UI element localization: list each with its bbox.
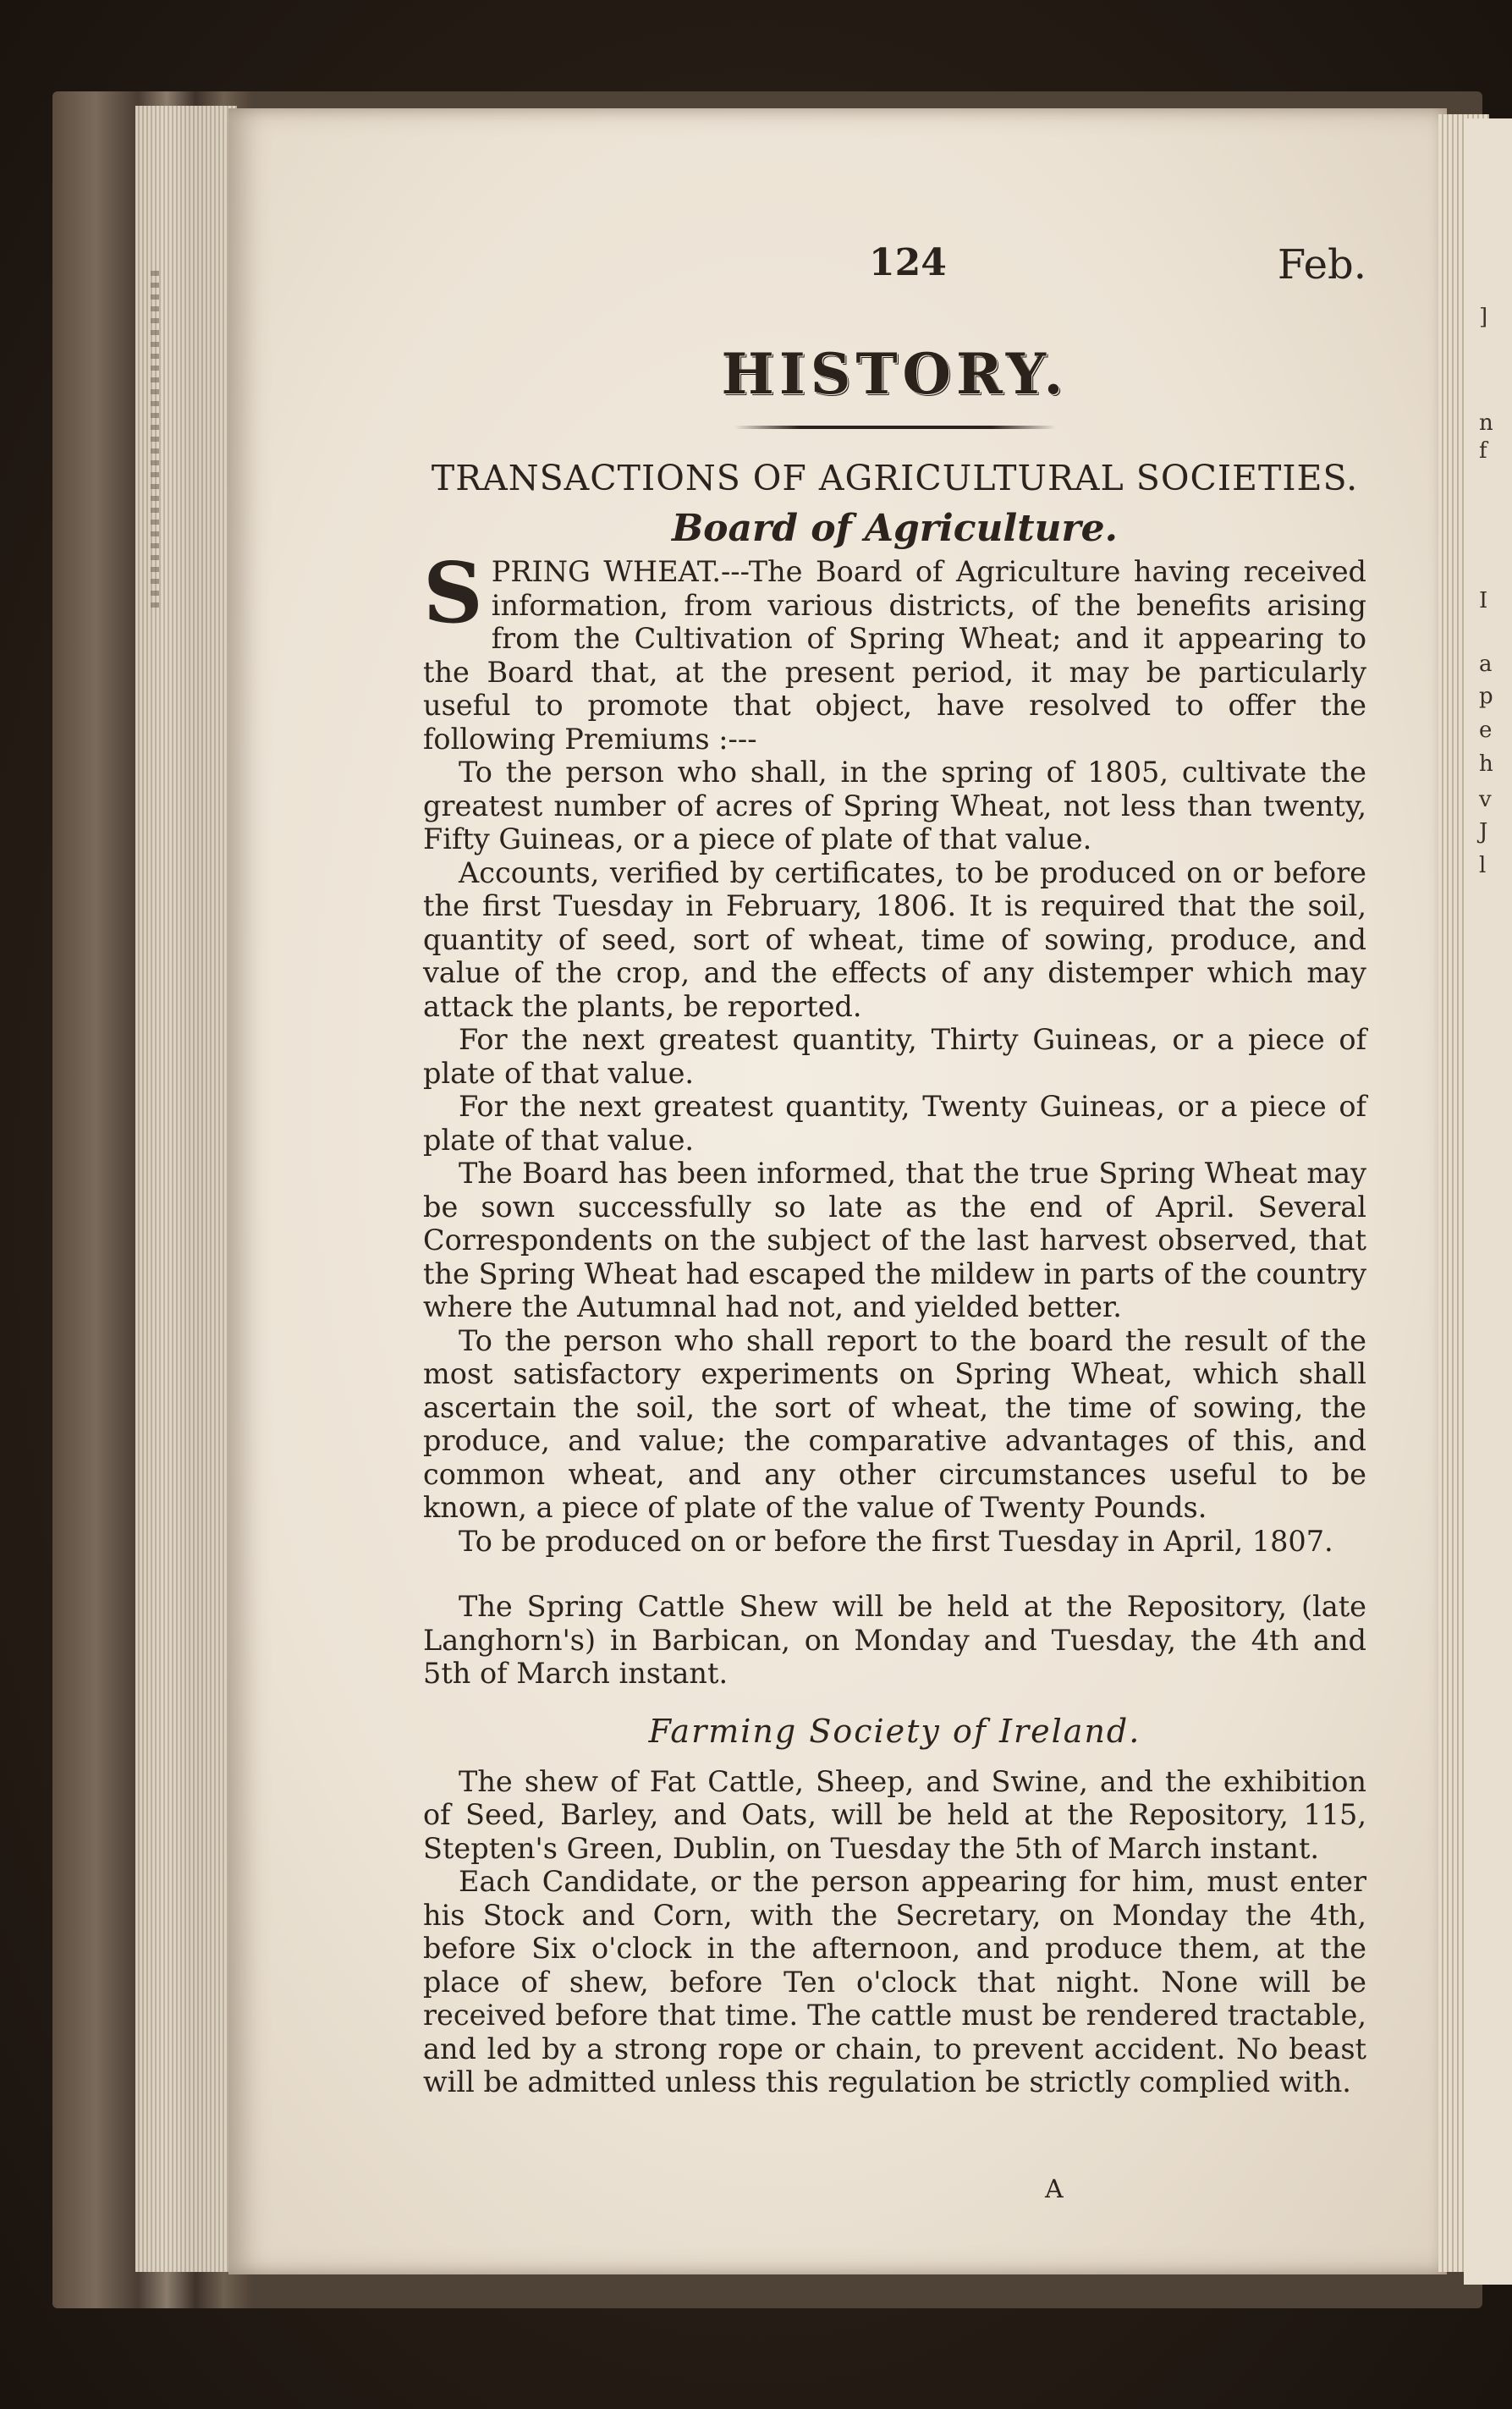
section-title: HISTORY. xyxy=(721,341,1069,407)
next-page-edge xyxy=(1464,118,1512,2285)
paragraph: Accounts, verified by certificates, to be produced on or before the first Tuesday in February, 1806. It is required that the soil, quantity of seed, sort of wheat, time of sowing, produce, and value of the crop, and the effects of any distemper which may attack the plants, be reported. xyxy=(423,855,1366,1023)
spacer xyxy=(423,1558,1366,1590)
next-page-fragment: I xyxy=(1479,588,1488,613)
next-page-fragment: l xyxy=(1479,853,1487,878)
paragraph: To the person who shall report to the board the result of the most satisfactory experiments on Spring Wheat, which shall ascertain the soil, the sort of wheat, the time of sowing, the produce, and value; the comparative advantages of this, and common wheat, and any other circumstances useful to be known, a piece of plate of the value of Twenty Pounds. xyxy=(423,1323,1366,1524)
next-page-fragment: f xyxy=(1479,438,1487,464)
paragraph: For the next greatest quantity, Twenty Guineas, or a piece of plate of that value. xyxy=(423,1090,1366,1157)
next-page-fragment: v xyxy=(1479,787,1492,812)
paragraph: To the person who shall, in the spring of 1805, cultivate the greatest number of acres of Spring Wheat, not less than twenty, Fifty Guineas, or a piece of plate of that value. xyxy=(423,756,1366,855)
paragraph: The Spring Cattle Shew will be held at the Repository, (late Langhorn's) in Barbican, on Monday and Tuesday, the 4th and 5th of March instant. xyxy=(423,1590,1366,1690)
page-number: 124 xyxy=(869,241,947,284)
paragraph-text: PRING WHEAT.---The Board of Agriculture having received information, from various districts, of the benefits arising from the Cultivation of Spring Wheat; and it appearing to the Board that, at the present period, it may be particularly useful to promote that object, have resolved to offer the following Premiums :--- xyxy=(423,555,1366,756)
page-content xyxy=(423,241,1366,2099)
paragraph: The shew of Fat Cattle, Sheep, and Swine, and the exhibition of Seed, Barley, and Oats, will be held at the Repository, 115, Stepten's Green, Dublin, on Tuesday the 5th of March instant. xyxy=(423,1764,1366,1865)
subtitle: TRANSACTIONS OF AGRICULTURAL SOCIETIES. xyxy=(431,458,1359,498)
society-heading-board: Board of Agriculture. xyxy=(671,507,1118,550)
next-page-fragment: a xyxy=(1479,652,1493,677)
running-head xyxy=(423,241,1366,292)
title-rule xyxy=(734,426,1056,429)
next-page-fragment: n xyxy=(1479,410,1493,436)
drop-cap: S xyxy=(423,545,483,642)
paragraph: For the next greatest quantity, Thirty Guineas, or a piece of plate of that value. xyxy=(423,1023,1366,1090)
paragraph xyxy=(423,545,1366,756)
society-heading-ireland: Farming Society of Ireland. xyxy=(648,1712,1141,1750)
spine-marks xyxy=(151,271,159,609)
paragraph: Each Candidate, or the person appearing for him, must enter his Stock and Corn, with the Secretary, on Monday the 4th, before Six o'clock in the afternoon, and produce them, at the place of shew, before Ten o'clock that night. None will be received before that time. The cattle must be rendered tractable, and led by a strong rope or chain, to prevent accident. No beast will be admitted unless this regulation be strictly complied with. xyxy=(423,1865,1366,2098)
next-page-fragment: h xyxy=(1479,751,1493,777)
next-page-fragment: ] xyxy=(1479,305,1488,330)
next-page-fragment: J xyxy=(1479,819,1488,844)
next-page-fragment: e xyxy=(1479,718,1493,743)
paragraph: The Board has been informed, that the true Spring Wheat may be sown successfully so late as the end of April. Several Correspondents on the subject of the last harvest observed, that the Spring Wheat had escaped the mildew in parts of the country where the Autumnal had not, and yielded better. xyxy=(423,1157,1366,1323)
next-page-fragment: p xyxy=(1479,684,1493,709)
catchword: A xyxy=(1045,2175,1064,2204)
running-head-month: Feb. xyxy=(1277,241,1366,289)
paragraph: To be produced on or before the first Tuesday in April, 1807. xyxy=(459,1524,1333,1558)
